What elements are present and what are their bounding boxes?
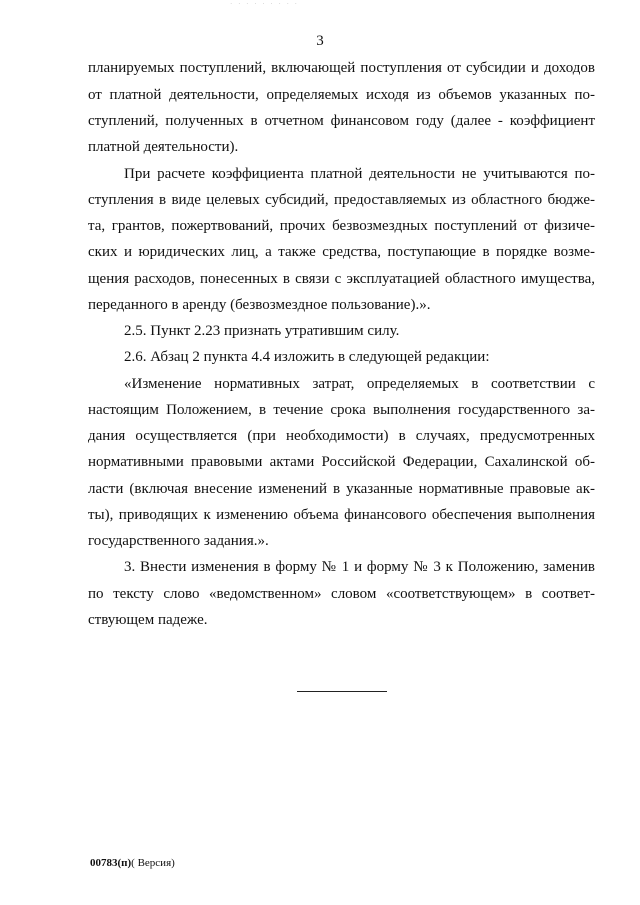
- separator-line: [297, 691, 387, 692]
- paragraph-line: ских и юридических лиц, а также средства, поступающие в порядке возме-: [88, 244, 595, 260]
- paragraph-line: ствующем падеже.: [88, 612, 208, 628]
- paragraph-line: настоящим Положением, в течение срока выполнения государственного за-: [88, 402, 595, 418]
- paragraph-line: ступлений, полученных в отчетном финансовом году (далее - коэффициент: [88, 113, 595, 129]
- paragraph-line: от платной деятельности, определяемых исходя из объемов указанных по-: [88, 87, 595, 103]
- paragraph-line: по тексту слово «ведомственном» словом «соответствующем» в соответ-: [88, 586, 595, 602]
- paragraph-line: ты), приводящих к изменению объема финансового обеспечения выполнения: [88, 507, 595, 523]
- paragraph-line: дания осуществляется (при необходимости) в случаях, предусмотренных: [88, 428, 595, 444]
- paragraph-line: планируемых поступлений, включающей поступления от субсидии и доходов: [88, 60, 595, 76]
- document-footer: [90, 857, 175, 869]
- paragraph-line: переданного в аренду (безвозмездное пользование).».: [88, 297, 431, 313]
- paragraph-line: ступления в виде целевых субсидий, предоставляемых из областного бюдже-: [88, 192, 595, 208]
- paragraph-line: 2.5. Пункт 2.23 признать утратившим силу.: [124, 323, 400, 339]
- paragraph-line: государственного задания.».: [88, 533, 269, 549]
- paragraph-line: нормативными правовыми актами Российской Федерации, Сахалинской об-: [88, 454, 595, 470]
- paragraph-line: щения расходов, понесенных в связи с эксплуатацией областного имущества,: [88, 271, 595, 287]
- paragraph-line: 3. Внести изменения в форму № 1 и форму № 3 к Положению, заменив: [124, 559, 595, 575]
- paragraph-line: ласти (включая внесение изменений в указанные нормативные правовые ак-: [88, 481, 595, 497]
- scan-artifact: · · · · · · · · ·: [230, 0, 299, 8]
- page-number: 3: [316, 33, 324, 49]
- paragraph-line: При расчете коэффициента платной деятельности не учитываются по-: [124, 166, 595, 182]
- paragraph-line: платной деятельности).: [88, 139, 239, 155]
- paragraph-line: «Изменение нормативных затрат, определяемых в соответствии с: [124, 376, 595, 392]
- paragraph-line: 2.6. Абзац 2 пункта 4.4 изложить в следующей редакции:: [124, 349, 490, 365]
- document-code: 00783(п): [90, 857, 132, 869]
- document-version: ( Версия): [131, 857, 175, 869]
- paragraph-line: та, грантов, пожертвований, прочих безвозмездных поступлений от физиче-: [88, 218, 595, 234]
